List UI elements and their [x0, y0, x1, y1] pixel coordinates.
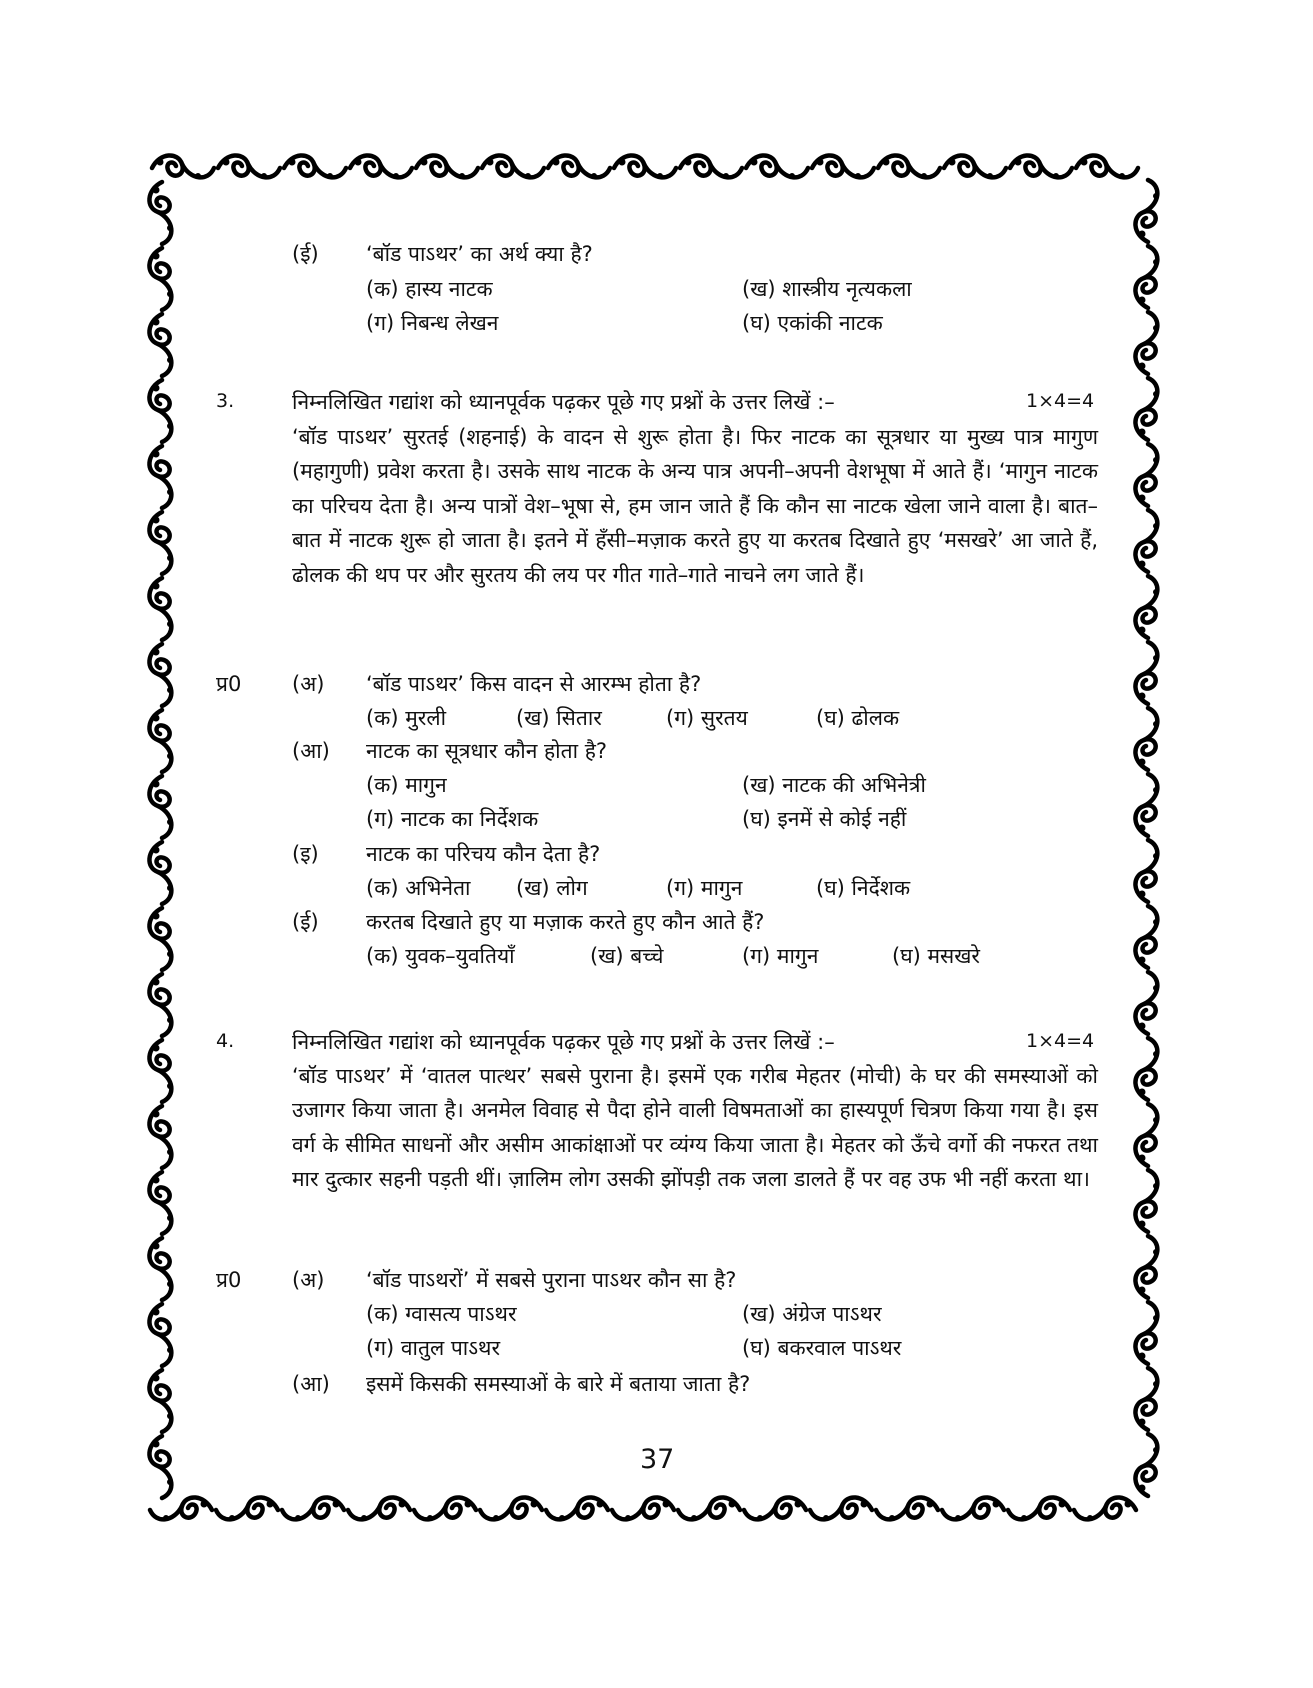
passage: ‘बॉड पाऽथर’ में ‘वातल पात्थर’ सबसे पुराना है। इसमें एक गरीब मेहतर (मोची) के घर की समस्याओं को उजागर किया जाता है। अनमेल विवाह से पैदा होने वाली विषमताओं का हास्यपूर्ण चित्रण किया गया है। इस वर्ग के सीमित साधनों और असीम आकांक्षाओं पर व्यंग्य किया जाता है। मेहतर को ऊँचे वर्गो की नफरत तथा मार दुत्कार सहनी पड़ती थीं। ज़ालिम लोग उसकी झोंपड़ी तक जला डालते हैं पर वह उफ भी नहीं करता था।: [292, 1064, 1098, 1192]
question-text: इसमें किसकी समस्याओं के बारे में बताया जाता है?: [366, 1372, 751, 1396]
question-prefix: प्र0: [216, 1268, 242, 1292]
page-number: 37: [640, 1444, 675, 1475]
marks: 1×4=4: [1026, 390, 1095, 412]
question-text: ‘बॉड पाऽथर’ का अर्थ क्या है?: [366, 242, 593, 266]
question-marker: (अ): [292, 672, 325, 696]
option: (क) अभिनेता: [366, 876, 471, 900]
option: (क) हास्य नाटक: [366, 277, 493, 301]
question-prefix: प्र0: [216, 672, 242, 696]
question-text: नाटक का परिचय कौन देता है?: [366, 842, 601, 866]
option: (घ) निर्देशक: [816, 876, 911, 900]
option: (घ) एकांकी नाटक: [742, 311, 883, 335]
question-marker: (इ): [292, 842, 319, 866]
option: (ख) शास्त्रीय नृत्यकला: [742, 277, 912, 301]
option: (ख) लोग: [516, 876, 588, 900]
section-number: 4.: [216, 1030, 235, 1052]
question-marker: (ई): [292, 910, 319, 934]
option: (ख) बच्चे: [590, 944, 664, 968]
option: (क) युवक–युवतियाँ: [366, 944, 515, 968]
section-number: 3.: [216, 390, 235, 412]
question-text: ‘बॉड पाऽथरों’ में सबसे पुराना पाऽथर कौन सा है?: [366, 1268, 737, 1292]
option: (ग) मागुन: [666, 876, 743, 900]
option: (ग) निबन्ध लेखन: [366, 311, 499, 335]
option: (क) ग्वासत्य पाऽथर: [366, 1302, 517, 1326]
option: (घ) इनमें से कोई नहीं: [742, 807, 907, 831]
passage: ‘बॉड पाऽथर’ सुरतई (शहनाई) के वादन से शुरू होता है। फिर नाटक का सूत्रधार या मुख्य पात्र मागुण (महागुणी) प्रवेश करता है। उसके साथ नाटक के अन्य पात्र अपनी–अपनी वेशभूषा में आते हैं। ‘मागुन नाटक का परिचय देता है। अन्य पात्रों वेश–भूषा से, हम जान जाते हैं कि कौन सा नाटक खेला जाने वाला है। बात–बात में नाटक शुरू हो जाता है। इतने में हँसी–मज़ाक करते हुए या करतब दिखाते हुए ‘मसखरे’ आ जाते हैं, ढोलक की थप पर और सुरतय की लय पर गीत गाते–गाते नाचने लग जाते हैं।: [292, 425, 1098, 587]
question-text: करतब दिखाते हुए या मज़ाक करते हुए कौन आते हैं?: [366, 910, 765, 934]
option: (ग) नाटक का निर्देशक: [366, 807, 539, 831]
option: (क) मुरली: [366, 706, 447, 730]
question-marker: (अ): [292, 1268, 325, 1292]
option: (घ) ढोलक: [816, 706, 900, 730]
marks: 1×4=4: [1026, 1030, 1095, 1052]
instruction: निम्नलिखित गद्यांश को ध्यानपूर्वक पढ़कर पूछे गए प्रश्नों के उत्तर लिखें :–: [292, 1030, 835, 1054]
option: (क) मागुन: [366, 773, 447, 797]
question-text: नाटक का सूत्रधार कौन होता है?: [366, 739, 607, 763]
option: (ख) नाटक की अभिनेत्री: [742, 773, 926, 797]
option: (घ) बकरवाल पाऽथर: [742, 1336, 902, 1360]
option: (ग) मागुन: [742, 944, 819, 968]
instruction: निम्नलिखित गद्यांश को ध्यानपूर्वक पढ़कर पूछे गए प्रश्नों के उत्तर लिखें :–: [292, 390, 835, 414]
option: (ख) अंग्रेज पाऽथर: [742, 1302, 882, 1326]
option: (ग) सुरतय: [666, 706, 748, 730]
question-marker: (ई): [292, 242, 319, 266]
option: (ग) वातुल पाऽथर: [366, 1336, 501, 1360]
option: (ख) सितार: [516, 706, 602, 730]
option: (घ) मसखरे: [892, 944, 980, 968]
question-marker: (आ): [292, 1372, 330, 1396]
question-marker: (आ): [292, 739, 330, 763]
question-text: ‘बॉड पाऽथर’ किस वादन से आरम्भ होता है?: [366, 672, 702, 696]
